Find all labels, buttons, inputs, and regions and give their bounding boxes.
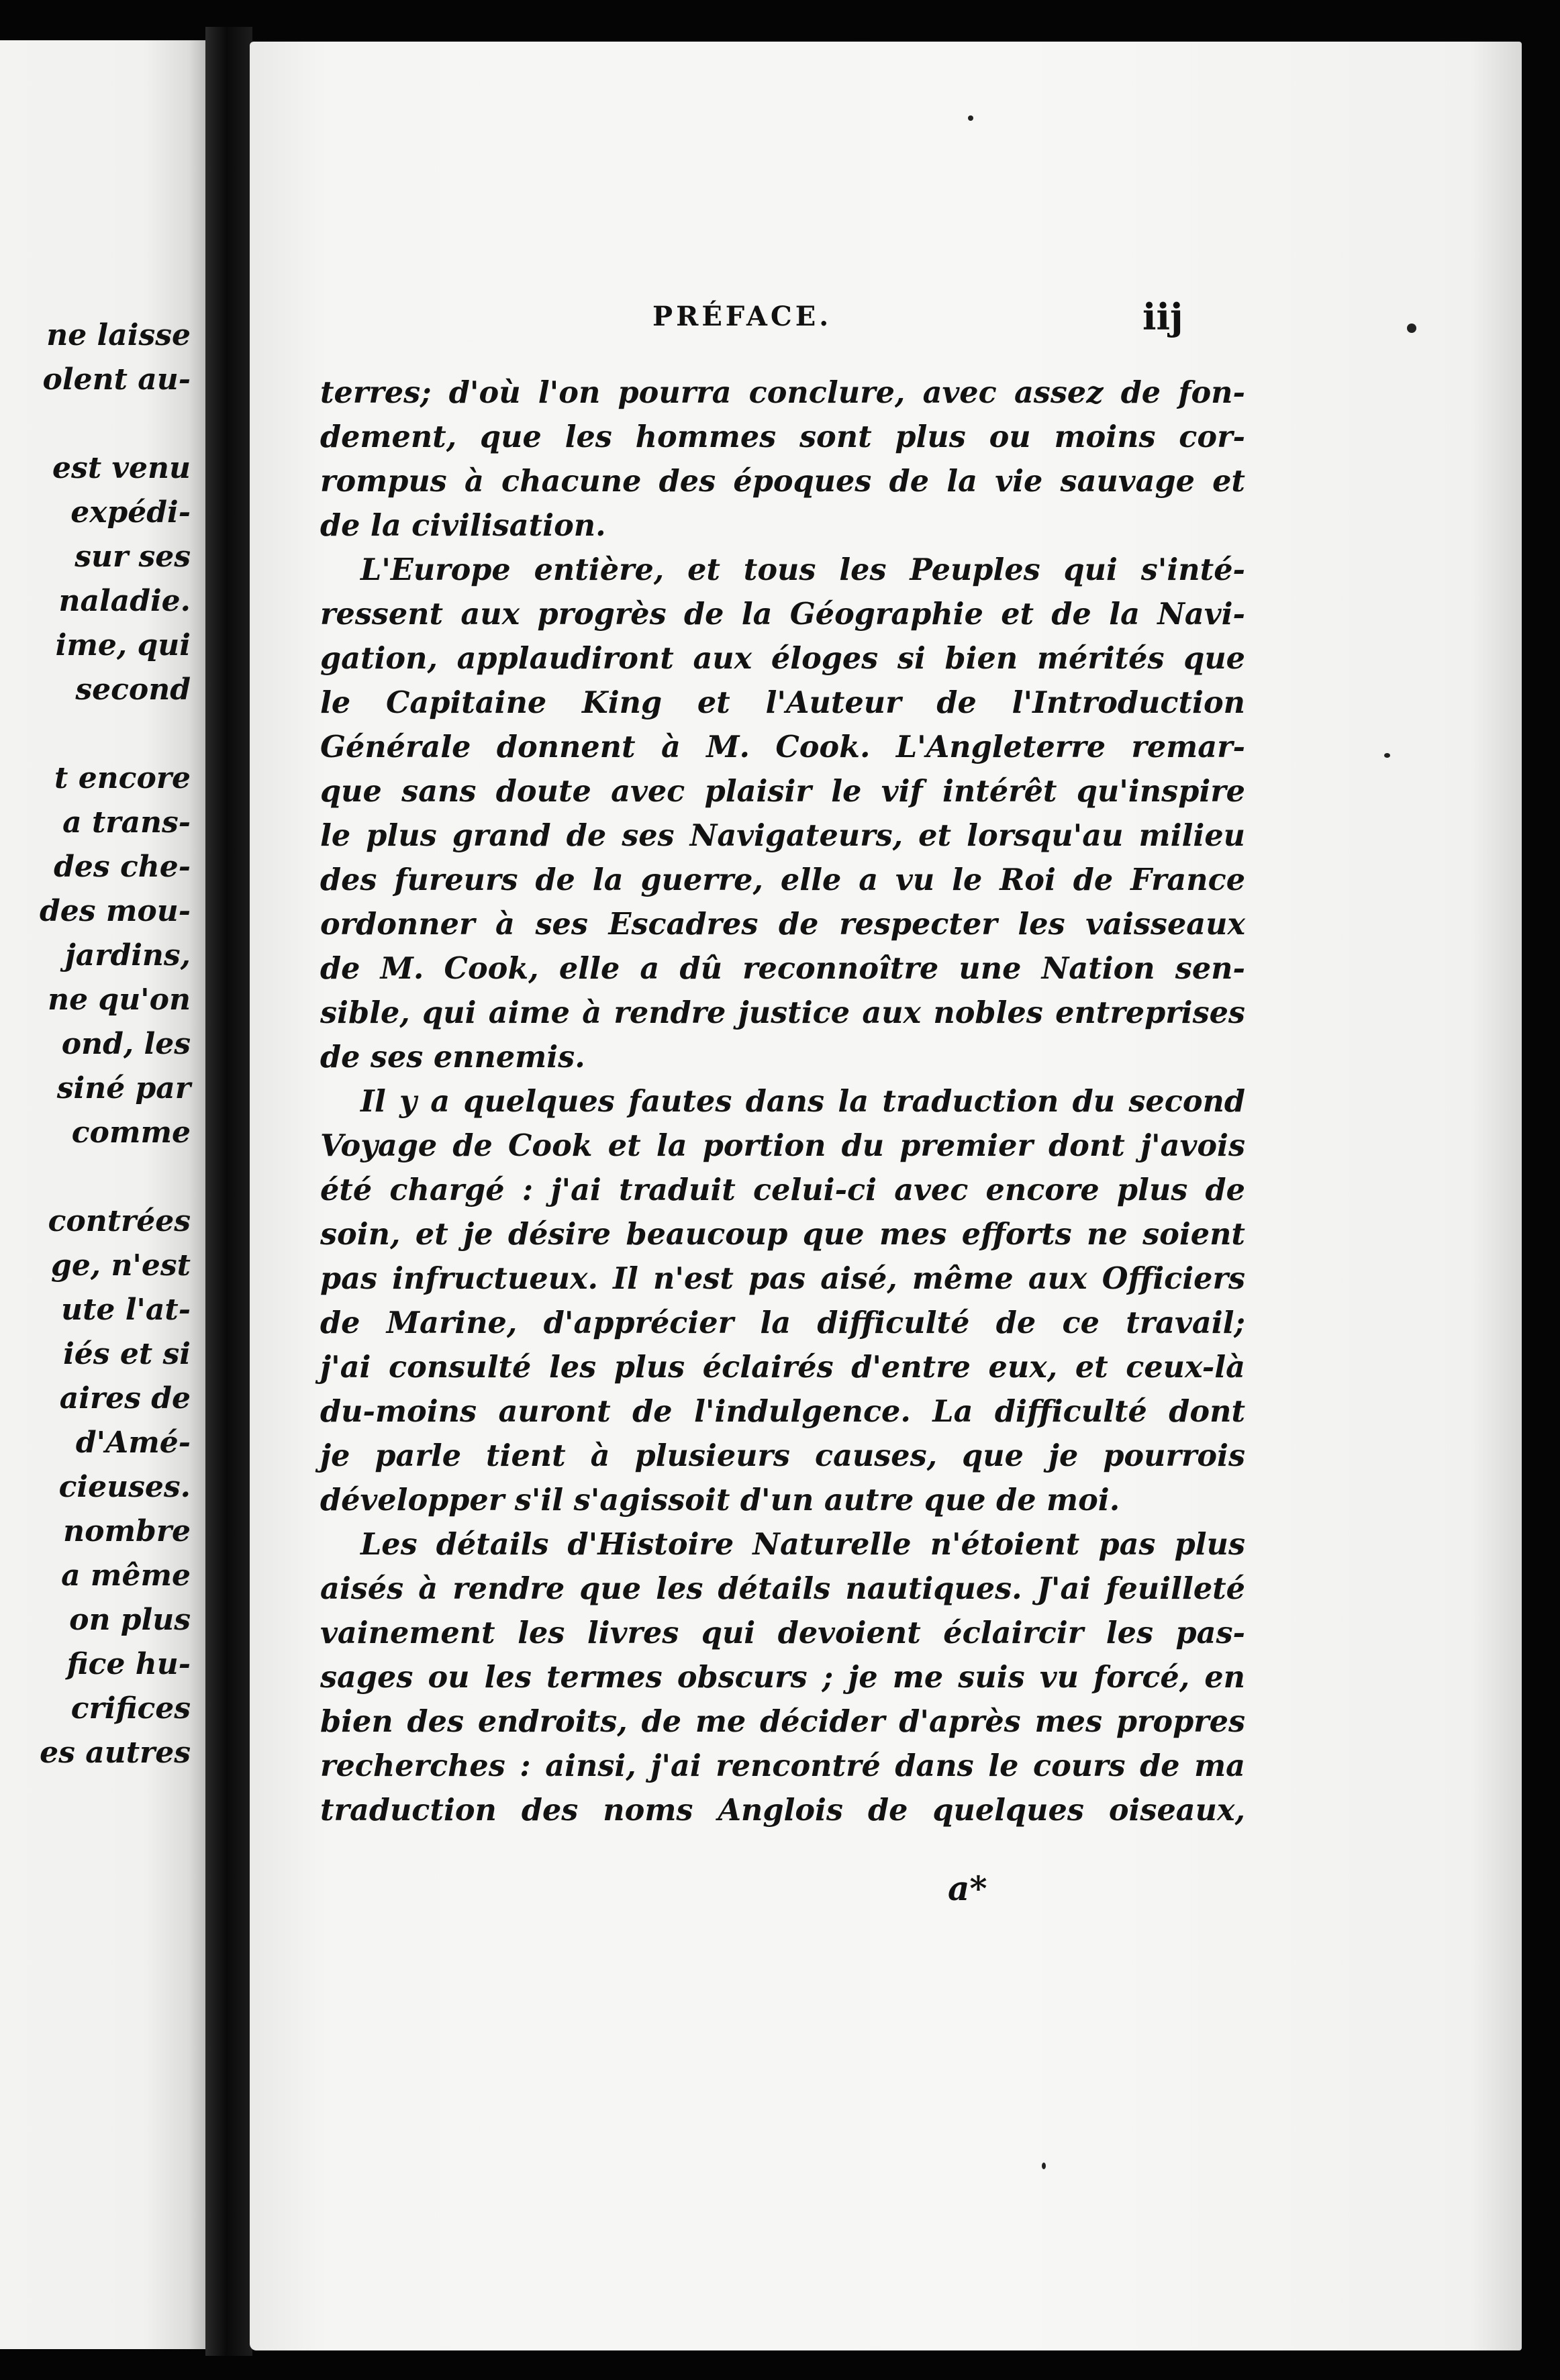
left-page-line: sur ses [75, 540, 191, 574]
text-line: bien des endroits, de me décider d'après mes propres [320, 1704, 1245, 1739]
scan-speck [1407, 324, 1416, 333]
text-line: développer s'il s'agissoit d'un autre que de moi. [320, 1483, 1120, 1518]
text-line: que sans doute avec plaisir le vif intérêt qu'inspire [320, 774, 1245, 809]
text-line: soin, et je désire beaucoup que mes efforts ne soient [320, 1217, 1245, 1252]
left-page-line: a même [61, 1558, 191, 1593]
left-page-line: crifices [70, 1691, 191, 1726]
left-page-line: a trans- [62, 805, 191, 840]
text-line: rompus à chacune des époques de la vie sauvage et [320, 464, 1245, 499]
text-line: de M. Cook, elle a dû reconnoître une Nation sen- [320, 951, 1245, 986]
text-line: terres; d'où l'on pourra conclure, avec assez de fon- [320, 375, 1245, 410]
left-page-line: ute l'at- [61, 1293, 191, 1327]
text-line: de Marine, d'apprécier la difficulté de ce travail; [320, 1305, 1245, 1340]
running-head [250, 295, 1522, 341]
scan-speck [968, 115, 973, 121]
left-page-line: expédi- [70, 495, 191, 530]
main-page [250, 42, 1522, 2350]
left-page-line: siné par [56, 1071, 191, 1105]
text-line: dement, que les hommes sont plus ou moins cor- [320, 419, 1245, 454]
left-page-line: contrées [48, 1204, 191, 1238]
text-line: je parle tient à plusieurs causes, que je pourrois [320, 1438, 1245, 1473]
text-line: j'ai consulté les plus éclairés d'entre eux, et ceux-là [320, 1350, 1245, 1385]
text-line: Voyage de Cook et la portion du premier dont j'avois [320, 1128, 1245, 1163]
body-text [320, 370, 1245, 1832]
text-line: recherches : ainsi, j'ai rencontré dans le cours de ma [320, 1748, 1245, 1783]
left-facing-page [0, 40, 205, 2349]
text-line: le Capitaine King et l'Auteur de l'Introduction [320, 685, 1245, 720]
left-page-line: iés et si [63, 1337, 191, 1371]
left-page-line: fice hu- [66, 1647, 191, 1681]
left-page-line: nombre [63, 1514, 191, 1548]
text-line: aisés à rendre que les détails nautiques. J'ai feuilleté [320, 1571, 1245, 1606]
text-line: sible, qui aime à rendre justice aux nobles entreprises [320, 995, 1245, 1030]
left-page-line: ime, qui [55, 628, 191, 662]
text-line: le plus grand de ses Navigateurs, et lorsqu'au milieu [320, 818, 1245, 853]
left-page-line: des mou- [39, 894, 191, 928]
left-page-line: jardins, [64, 938, 191, 973]
text-line: du-moins auront de l'indulgence. La difficulté dont [320, 1394, 1245, 1429]
scan-speck [1384, 753, 1390, 758]
left-page-line: ond, les [61, 1027, 191, 1061]
left-page-line: olent au- [42, 362, 191, 397]
left-page-line: second [75, 673, 191, 707]
left-page-line: est venu [52, 451, 191, 485]
text-line: Il y a quelques fautes dans la traduction du second [360, 1084, 1245, 1119]
signature-mark: a* [948, 1869, 987, 1908]
scan-speck [1042, 2163, 1046, 2169]
left-page-line: aires de [59, 1381, 191, 1416]
left-page-line: on plus [69, 1603, 191, 1637]
left-page-line: comme [71, 1115, 191, 1150]
text-line: L'Europe entière, et tous les Peuples qui s'inté- [360, 552, 1245, 587]
text-line: ordonner à ses Escadres de respecter les vaisseaux [320, 907, 1245, 942]
text-line: des fureurs de la guerre, elle a vu le Roi de France [320, 862, 1245, 897]
text-line: sages ou les termes obscurs ; je me suis vu forcé, en [320, 1660, 1245, 1695]
text-line: été chargé : j'ai traduit celui-ci avec encore plus de [320, 1173, 1245, 1207]
left-page-line: naladie. [58, 584, 191, 618]
text-line: traduction des noms Anglois de quelques oiseaux, [320, 1793, 1245, 1828]
left-page-line: es autres [40, 1736, 191, 1770]
text-line: pas infructueux. Il n'est pas aisé, même aux Officiers [320, 1261, 1245, 1296]
text-line: gation, applaudiront aux éloges si bien mérités que [320, 641, 1245, 676]
left-page-line: d'Amé- [75, 1426, 191, 1460]
left-page-line: ne qu'on [48, 983, 191, 1017]
left-page-line: cieuses. [58, 1470, 191, 1504]
book-gutter [205, 27, 252, 2356]
text-line: ressent aux progrès de la Géographie et de la Navi- [320, 597, 1245, 632]
page-number: iij [1142, 295, 1183, 338]
left-page-line: t encore [54, 761, 191, 795]
text-line: vainement les livres qui devoient éclaircir les pas- [320, 1616, 1245, 1650]
text-line: Les détails d'Histoire Naturelle n'étoient pas plus [360, 1527, 1245, 1562]
left-page-line: des che- [54, 850, 191, 884]
text-line: Générale donnent à M. Cook. L'Angleterre remar- [320, 730, 1245, 764]
text-line: de ses ennemis. [320, 1040, 585, 1075]
left-page-line: ge, n'est [51, 1248, 191, 1283]
text-line: de la civilisation. [320, 508, 606, 543]
page-title: PRÉFACE. [652, 301, 832, 332]
left-page-line: ne laisse [46, 318, 191, 352]
